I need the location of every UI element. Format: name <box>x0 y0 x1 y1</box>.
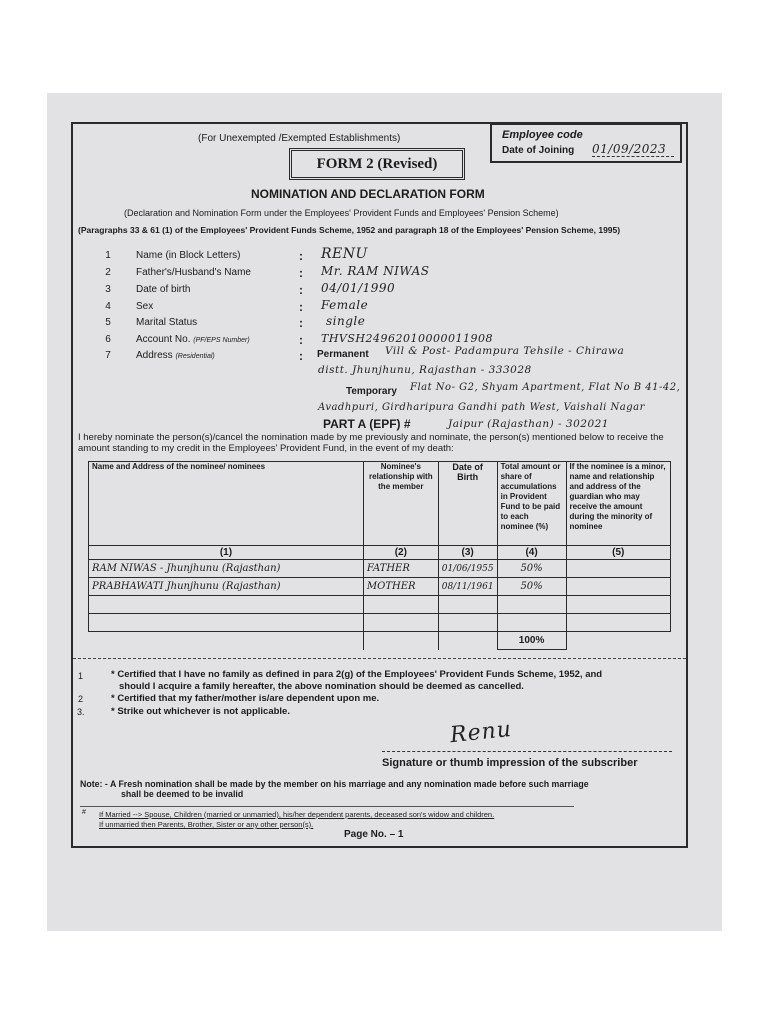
signature-caption: Signature or thumb impression of the subscriber <box>382 757 638 769</box>
nominee-relationship <box>363 596 438 614</box>
field-3-label: Date of birth <box>136 284 191 295</box>
form-title-box <box>289 148 465 180</box>
nominee-guardian <box>566 614 670 632</box>
certification-1-number: 1 <box>78 671 84 681</box>
part-a-hash: # <box>403 417 411 431</box>
total-blank <box>89 632 364 650</box>
nominee-relationship <box>363 614 438 632</box>
footnote-mark: # <box>82 809 86 816</box>
temporary-address-line-2: Avadhpuri, Girdharipura Gandhi path West, Vaishali Nagar <box>318 402 645 413</box>
table-row <box>89 578 671 596</box>
section-divider <box>73 658 686 659</box>
field-7-colon: : <box>299 349 303 363</box>
certification-3-number: 3. <box>77 707 85 717</box>
total-blank <box>363 632 438 650</box>
column-number: (5) <box>566 546 670 560</box>
subscriber-signature: Renu <box>448 716 514 749</box>
part-a-intro: I hereby nominate the person(s)/cancel the nomination made by me previously and nominate, the person(s) mentioned below to receive the amount standing to my credit in the Employees' Provident Fund, in the event of my death: <box>78 432 664 454</box>
field-6-label-text: Account No. <box>136 334 191 345</box>
table-total: 100% <box>497 632 566 650</box>
nominee-name-address: RAM NIWAS - Jhunjhunu (Rajasthan) <box>89 560 364 578</box>
certification-2-text: * Certified that my father/mother is/are dependent upon me. <box>111 693 380 704</box>
footnote-rule <box>80 806 574 807</box>
part-a-title <box>323 417 411 431</box>
total-blank <box>438 632 497 650</box>
field-7-sublabel: (Residential) <box>175 353 215 360</box>
field-1-value: RENU <box>321 246 368 262</box>
field-2-value: Mr. RAM NIWAS <box>321 264 430 278</box>
field-2-number: 2 <box>105 267 111 278</box>
table-header-name-address: Name and Address of the nominee/ nominees <box>89 462 364 546</box>
temporary-label: Temporary <box>346 386 397 397</box>
nominee-guardian <box>566 578 670 596</box>
table-total-row <box>89 632 671 650</box>
field-5-label: Marital Status <box>136 317 198 328</box>
field-3-colon: : <box>299 283 303 297</box>
date-of-joining-value: 01/09/2023 <box>592 142 674 157</box>
employee-code-label: Employee code <box>502 129 583 141</box>
nominee-name-address <box>89 614 364 632</box>
nominee-name-address <box>89 596 364 614</box>
field-6-value: THVSH24962010000011908 <box>321 332 493 345</box>
field-6-colon: : <box>299 333 303 347</box>
field-5-value: single <box>326 314 366 328</box>
permanent-label: Permanent <box>317 349 369 360</box>
field-1-number: 1 <box>105 250 111 261</box>
nominee-table <box>88 461 671 650</box>
certification-2-number: 2 <box>78 694 84 704</box>
field-4-label: Sex <box>136 301 154 312</box>
table-header-share: Total amount or share of accumulations in Provident Fund to be paid to each nominee (%) <box>497 462 566 546</box>
nominee-share <box>497 614 566 632</box>
signature-line <box>382 751 672 752</box>
field-6-sublabel: (PF/EPS Number) <box>193 337 250 344</box>
table-row <box>89 614 671 632</box>
nominee-name-address: PRABHAWATI Jhunjhunu (Rajasthan) <box>89 578 364 596</box>
field-7-label <box>136 350 215 361</box>
part-a-title-text: PART A (EPF) <box>323 417 401 431</box>
footnote-line-2: If unmarried then Parents, Brother, Sister or any other person(s). <box>99 820 314 829</box>
nominee-share: 50% <box>497 560 566 578</box>
table-header-guardian: If the nominee is a minor, name and relationship and address of the guardian who may receive the amount during the minority of nominee <box>566 462 670 546</box>
note-line-1: Note: - A Fresh nomination shall be made by the member on his marriage and any nomination made before such marriage <box>80 779 589 789</box>
paragraph-reference: (Paragraphs 33 & 61 (1) of the Employees' Provident Funds Scheme, 1952 and paragraph 18 of the Employees' Pension Scheme, 1995) <box>78 225 621 235</box>
permanent-address-line-2: distt. Jhunjhunu, Rajasthan - 333028 <box>318 364 532 376</box>
certification-1-text-cont: should I acquire a family hereafter, the above nomination should be deemed as cancelled. <box>119 681 524 692</box>
field-1-label: Name (in Block Letters) <box>136 250 241 261</box>
table-row <box>89 596 671 614</box>
field-5-number: 5 <box>105 317 111 328</box>
field-3-value: 04/01/1990 <box>321 281 396 295</box>
table-header-row <box>89 462 671 546</box>
column-number: (2) <box>363 546 438 560</box>
column-number: (4) <box>497 546 566 560</box>
column-number: (1) <box>89 546 364 560</box>
field-4-colon: : <box>299 300 303 314</box>
nominee-share <box>497 596 566 614</box>
form-title: FORM 2 (Revised) <box>316 156 438 172</box>
nominee-dob <box>438 596 497 614</box>
footnote-line-1: If Married --> Spouse, Children (married or unmarried), his/her dependent parents, deceased son's widow and children. <box>99 810 495 819</box>
table-header-relationship: Nominee's relationship with the member <box>363 462 438 546</box>
field-7-label-text: Address <box>136 350 173 361</box>
certification-1-text: * Certified that I have no family as defined in para 2(g) of the Employees' Provident Funds Scheme, 1952, and <box>111 669 603 680</box>
field-4-number: 4 <box>105 301 111 312</box>
certification-3-text: * Strike out whichever is not applicable. <box>111 706 290 717</box>
temporary-address-line-3: Jaipur (Rajasthan) - 302021 <box>448 418 609 430</box>
permanent-address-line-1: Vill & Post- Padampura Tehsile - Chirawa <box>385 345 625 357</box>
main-title: NOMINATION AND DECLARATION FORM <box>251 187 485 201</box>
nominee-guardian <box>566 596 670 614</box>
field-2-colon: : <box>299 266 303 280</box>
field-3-number: 3 <box>105 284 111 295</box>
table-column-numbers <box>89 546 671 560</box>
field-4-value: Female <box>321 298 369 312</box>
total-blank <box>566 632 670 650</box>
field-5-colon: : <box>299 316 303 330</box>
note-line-2: shall be deemed to be invalid <box>121 789 244 799</box>
field-1-colon: : <box>299 249 303 263</box>
nominee-dob <box>438 614 497 632</box>
nominee-dob: 08/11/1961 <box>438 578 497 596</box>
nominee-share: 50% <box>497 578 566 596</box>
nominee-relationship: MOTHER <box>363 578 438 596</box>
field-6-label <box>136 334 250 345</box>
field-2-label: Father's/Husband's Name <box>136 267 251 278</box>
nominee-dob: 01/06/1955 <box>438 560 497 578</box>
field-6-number: 6 <box>105 334 111 345</box>
establishment-note: (For Unexempted /Exempted Establishments) <box>198 133 401 144</box>
temporary-address-line-1: Flat No- G2, Shyam Apartment, Flat No B 41-42, <box>410 382 681 393</box>
nominee-relationship: FATHER <box>363 560 438 578</box>
column-number: (3) <box>438 546 497 560</box>
table-header-date-of-birth: Date of Birth <box>438 462 497 546</box>
date-of-joining-label: Date of Joining <box>502 145 575 156</box>
table-row <box>89 560 671 578</box>
employee-code-box <box>490 123 682 163</box>
page-number: Page No. – 1 <box>344 829 404 840</box>
form-subtitle: (Declaration and Nomination Form under the Employees' Provident Funds and Employees' Pension Scheme) <box>124 208 559 218</box>
nominee-guardian <box>566 560 670 578</box>
field-7-number: 7 <box>105 350 111 361</box>
